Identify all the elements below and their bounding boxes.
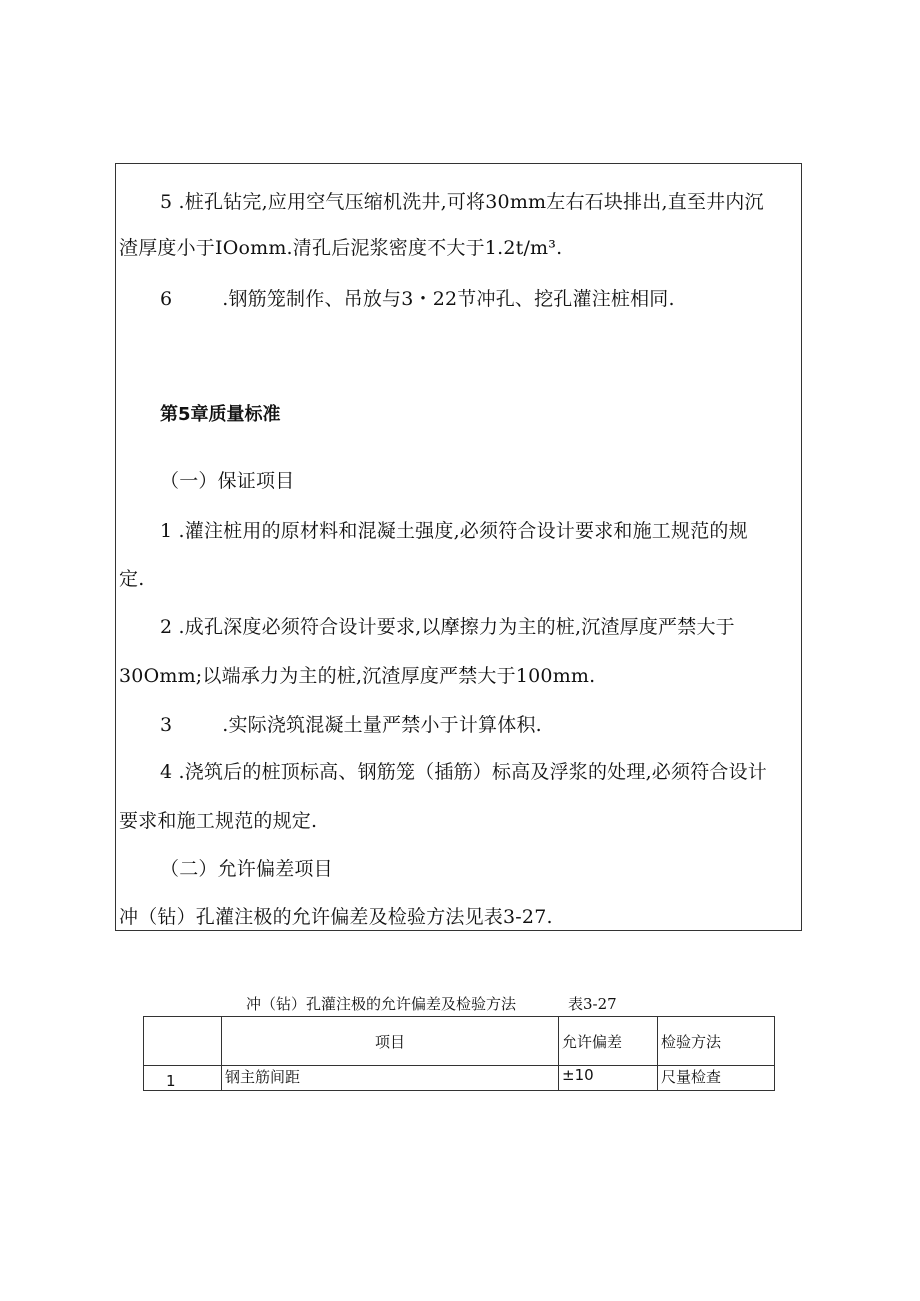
header-deviation: 允许偏差 — [559, 1017, 658, 1066]
item-5-line-1: 5 .桩孔钻完,应用空气压缩机洗井,可将30mm左右石块排出,直至井内沉 — [160, 191, 764, 213]
tolerance-heading: （二）允许偏差项目 — [160, 858, 333, 880]
table-caption-title: 冲（钻）孔灌注极的允许偏差及检验方法 — [246, 995, 517, 1013]
table-row — [144, 1066, 775, 1091]
guarantee-item-4-line-2: 要求和施工规范的规定. — [119, 810, 318, 832]
table-number: 表3-27 — [568, 995, 617, 1013]
table-header-row — [144, 1017, 775, 1066]
row-method: 尺量检查 — [658, 1066, 775, 1091]
guarantee-item-3: 3 .实际浇筑混凝土量严禁小于计算体积. — [160, 714, 542, 736]
item-5-line-2: 渣厚度小于IOomm.清孔后泥浆密度不大于1.2t/m³. — [119, 237, 563, 259]
tolerance-table — [143, 1016, 775, 1091]
item-6: 6 .钢筋笼制作、吊放与3・22节冲孔、挖孔灌注桩相同. — [160, 288, 675, 310]
guarantee-item-1-line-1: 1 .灌注桩用的原材料和混凝土强度,必须符合设计要求和施工规范的规 — [160, 520, 748, 542]
guarantee-item-2-line-2: 30Omm;以端承力为主的桩,沉渣厚度严禁大于100mm. — [119, 665, 596, 687]
tolerance-note: 冲（钻）孔灌注极的允许偏差及检验方法见表3-27. — [119, 906, 553, 928]
header-method: 检验方法 — [658, 1017, 775, 1066]
guarantee-item-4-line-1: 4 .浇筑后的桩顶标高、钢筋笼（插筋）标高及浮浆的处理,必须符合设计 — [160, 761, 768, 783]
row-item: 钢主筋间距 — [222, 1066, 559, 1091]
guarantee-item-1-line-2: 定. — [119, 568, 145, 590]
header-no — [144, 1017, 222, 1066]
chapter-title: 第5章质量标准 — [160, 404, 281, 425]
table-caption — [246, 993, 617, 1014]
guarantee-item-2-line-1: 2 .成孔深度必须符合设计要求,以摩擦力为主的桩,沉渣厚度严禁大于 — [160, 616, 735, 638]
header-item: 项目 — [222, 1017, 559, 1066]
row-no: 1 — [144, 1066, 222, 1091]
guarantee-heading: （一）保证项目 — [160, 470, 295, 492]
row-deviation: ±10 — [559, 1066, 658, 1091]
